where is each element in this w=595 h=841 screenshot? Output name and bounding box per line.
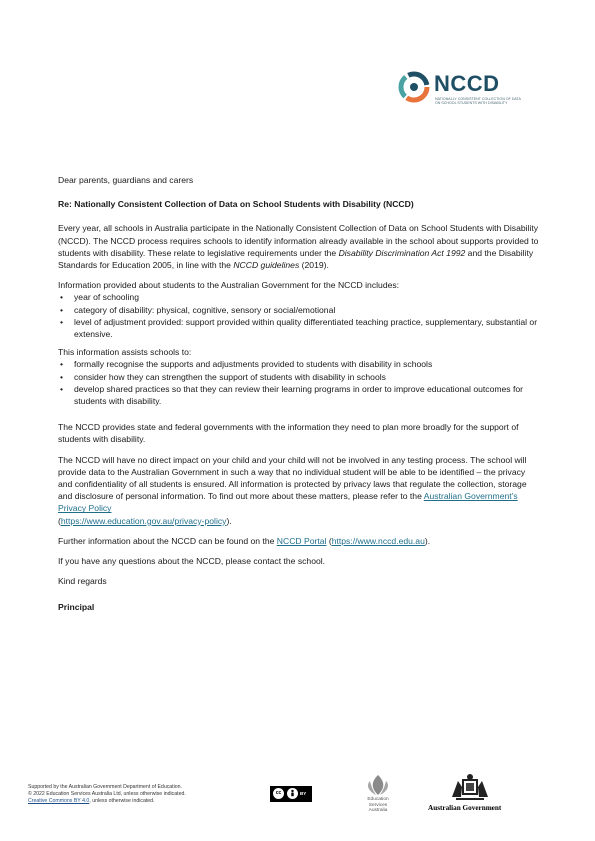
signature: Principal xyxy=(58,602,95,613)
intro-text-1: Every year, all schools in Australia participate in the Nationally Consistent Collection of Data on School Students with Disability (NCCD). The NCCD process requires schools to identify information already available in the school about supports provided to students with disability. These relate to legislative requirements under the xyxy=(58,223,539,258)
footer-line-3 xyxy=(28,798,268,805)
portal-close: ). xyxy=(424,535,431,546)
esa-label-line-3: Australia xyxy=(368,808,388,814)
footer-credits xyxy=(28,784,268,805)
privacy-url-close: ). xyxy=(226,515,232,526)
greeting: Dear parents, guardians and carers xyxy=(58,175,194,185)
assist-heading: This information assists schools to: xyxy=(58,347,192,358)
footer-line-1: Supported by the Australian Government Department of Education. xyxy=(28,784,182,790)
list-item: • formally recognise the supports and adjustments provided to students with disability in schools xyxy=(58,358,540,370)
esa-label-line-2: Services xyxy=(368,802,388,808)
logo-wordmark: NCCD xyxy=(434,71,500,96)
subject-line: Re: Nationally Consistent Collection of Data on School Students with Disability (NCCD) xyxy=(58,199,414,210)
australian-government-label: Australian Government xyxy=(428,804,502,812)
creative-commons-badge xyxy=(270,786,312,802)
intro-text-3: (2019). xyxy=(299,260,329,271)
intro-paragraph xyxy=(58,222,540,271)
questions-paragraph: If you have any questions about the NCCD, please contact the school. xyxy=(58,556,326,567)
australian-government-logo xyxy=(428,773,512,813)
list-item: • level of adjustment provided: support provided within quality differentiated teaching practice, supplementary, substantial or extensive. xyxy=(58,316,540,340)
further-info-paragraph xyxy=(58,535,540,547)
portal-open: ( xyxy=(326,535,332,546)
list-item: • year of schooling xyxy=(58,291,540,303)
esa-emblem-icon xyxy=(358,773,398,797)
intro-text-2: and the Disability Standards for Education 2005, in line with the xyxy=(58,247,534,271)
nccd-portal-url-link[interactable]: https://www.nccd.edu.au xyxy=(331,535,425,546)
act-title: Disability Discrimination Act 1992 xyxy=(338,247,466,258)
nccd-portal-link[interactable]: NCCD Portal xyxy=(276,535,327,546)
privacy-policy-link[interactable]: Australian Government’s Privacy Policy xyxy=(58,491,518,514)
info-list xyxy=(58,291,540,340)
coat-of-arms-icon xyxy=(428,773,512,803)
letter-body xyxy=(58,174,540,614)
nccd-logo-icon xyxy=(397,70,431,104)
logo-tagline-line-2: ON SCHOOL STUDENTS WITH DISABILITY xyxy=(435,101,508,106)
footer-line-2: © 2022 Education Services Australia Ltd, unless otherwise indicated. xyxy=(28,791,186,797)
privacy-policy-url-link[interactable]: https://www.education.gov.au/privacy-policy xyxy=(60,515,227,526)
impact-paragraph xyxy=(58,454,540,527)
logo-tagline xyxy=(435,97,521,106)
list-item: • develop shared practices so that they can review their learning programs in order to improve educational outcomes for students with disability. xyxy=(58,383,540,407)
impact-text: The NCCD will have no direct impact on your child and your child will not be involved in any testing process. The school will provide data to the Australian Government in such a way that no individual student will be able to be identified – the privacy and confidentiality of all students is ensured. All information is protected by privacy laws that regulate the collection, storage and disclosure of personal information. To find out more about these matters, please refer to the xyxy=(58,454,527,502)
logo-tagline-line-1: NATIONALLY CONSISTENT COLLECTION OF DATA xyxy=(435,97,521,101)
guidelines-title: NCCD guidelines xyxy=(233,260,300,271)
esa-label xyxy=(360,797,396,814)
info-heading: Information provided about students to the Australian Government for the NCCD includes: xyxy=(58,280,400,291)
assist-list xyxy=(58,358,540,407)
cc-icon: cc xyxy=(273,788,284,799)
provides-paragraph: The NCCD provides state and federal governments with the information they need to plan more broadly for the support of students with disability. xyxy=(58,422,519,445)
attribution-icon xyxy=(287,788,298,799)
list-item: • category of disability: physical, cognitive, sensory or social/emotional xyxy=(58,304,540,316)
nccd-logo xyxy=(397,70,521,110)
cc-by-label: BY xyxy=(300,791,307,796)
creative-commons-link[interactable]: Creative Commons BY 4.0 xyxy=(28,798,90,804)
further-text: Further information about the NCCD can be found on the xyxy=(58,535,277,546)
esa-label-line-1: Education xyxy=(367,797,389,802)
footer-line-3-rest: , unless otherwise indicated. xyxy=(89,798,155,804)
list-item: • consider how they can strengthen the support of students with disability in schools xyxy=(58,371,540,383)
education-services-australia-logo xyxy=(358,773,398,819)
closing: Kind regards xyxy=(58,576,107,587)
privacy-url-open: ( xyxy=(58,515,61,526)
